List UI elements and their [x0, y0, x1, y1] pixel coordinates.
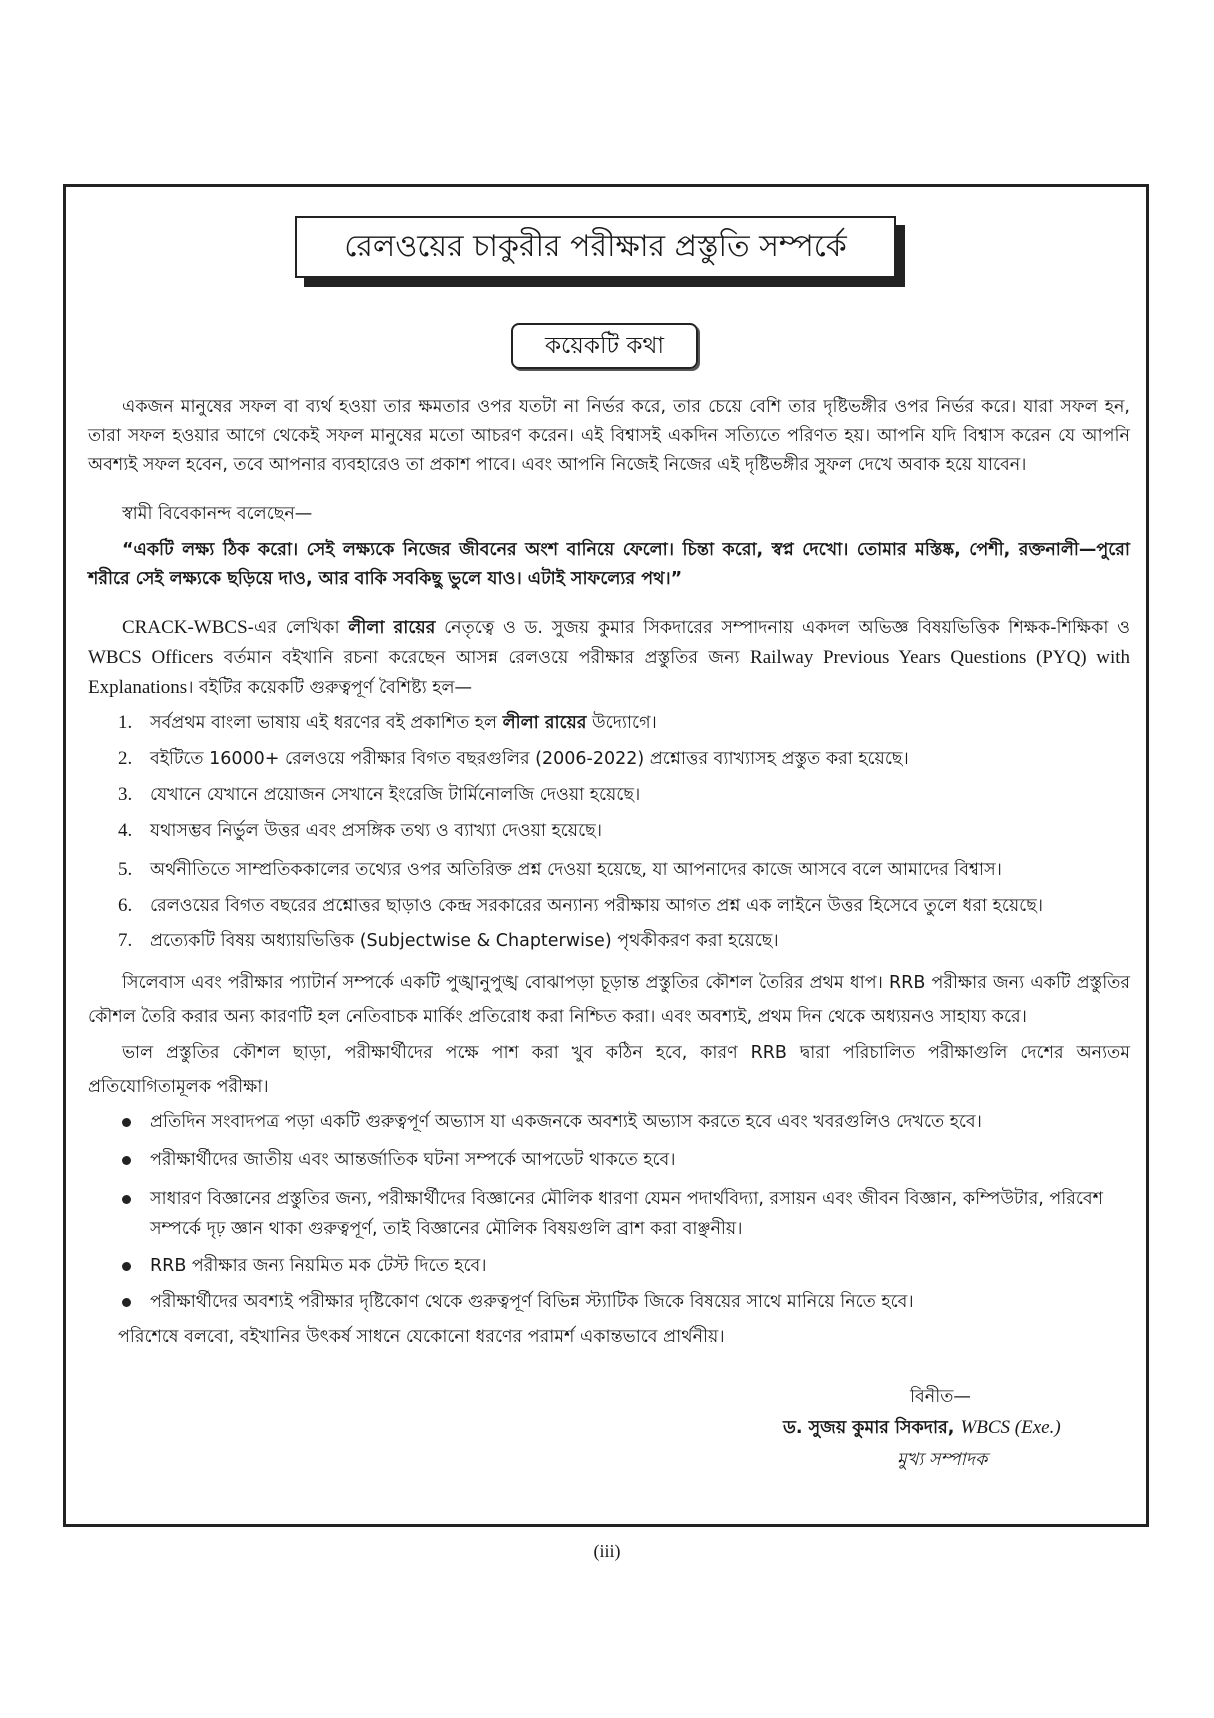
page-title: রেলওয়ের চাকুরীর পরীক্ষার প্রস্তুতি সম্পর্কে: [295, 216, 896, 278]
tip-text: পরীক্ষার্থীদের অবশ্যই পরীক্ষার দৃষ্টিকোণ থেকে গুরুত্বপূর্ণ বিভিন্ন স্ট্যাটিক জিকে বিষয়ের সাথে মানিয়ে নিতে হবে।: [150, 1292, 914, 1312]
about-p7: । বইটির কয়েকটি গুরুত্বপূর্ণ বৈশিষ্ট্য হল—: [187, 678, 472, 698]
feature-text: রেলওয়ের বিগত বছরের প্রশ্নোত্তর ছাড়াও কেন্দ্র সরকারের অন্যান্য পরীক্ষায় আগত প্রশ্ন এক লাইনে উত্তর হিসেবে তুলে ধরা হয়েছে।: [150, 896, 1044, 916]
strategy-paragraph: ভাল প্রস্তুতির কৌশল ছাড়া, পরীক্ষার্থীদের পক্ষে পাশ করা খুব কঠিন হবে, কারণ RRB দ্বারা পরিচালিত পরীক্ষাগুলি দেশের অন্যতম প্রতিযোগিতামূলক পরীক্ষা।: [88, 1043, 1130, 1097]
feature-text: যেখানে যেখানে প্রয়োজন সেখানে ইংরেজি টার্মিনোলজি দেওয়া হয়েছে।: [150, 785, 641, 805]
feature-text: প্রত্যেকটি বিষয় অধ্যায়ভিত্তিক (Subjectwise & Chapterwise) পৃথকীকরণ করা হয়েছে।: [150, 931, 779, 951]
bullet-icon: [122, 1156, 131, 1165]
about-p4: WBCS Officers: [88, 647, 214, 668]
tip-text: RRB পরীক্ষার জন্য নিয়মিত মক টেস্ট দিতে হবে।: [150, 1256, 487, 1276]
feature-item: [118, 816, 1128, 846]
bullet-icon: [122, 1298, 131, 1307]
feature-number: 1.: [118, 712, 133, 733]
feature-item: [118, 855, 1128, 885]
about-p5: বর্তমান বইখানি রচনা করেছেন আসন্ন রেলওয়ে পরীক্ষার প্রস্তুতির জন্য: [213, 648, 751, 668]
feature-text: সর্বপ্রথম বাংলা ভাষায় এই ধরণের বই প্রকাশিত হল: [150, 713, 503, 733]
tip-text: প্রতিদিন সংবাদপত্র পড়া একটি গুরুত্বপূর্ণ অভ্যাস যা একজনকে অবশ্যই অভ্যাস করতে হবে এবং খবরগুলিও দেখতে হবে।: [150, 1112, 982, 1132]
bullet-icon: [122, 1118, 131, 1127]
section-subtitle: কয়েকটি কথা: [511, 323, 698, 369]
vivekananda-quote: “একটি লক্ষ্য ঠিক করো। সেই লক্ষ্যকে নিজের জীবনের অংশ বানিয়ে ফেলো। চিন্তা করো, স্বপ্ন দেখো। তোমার মস্তিষ্ক, পেশী, রক্তনালী—পুরো শরীরে সেই লক্ষ্যকে ছড়িয়ে দাও, আর বাকি সবকিছু ভুলে যাও। এটাই সাফল্যের পথ।”: [88, 540, 1130, 589]
tip-item: [118, 1145, 1130, 1175]
intro-paragraph: একজন মানুষের সফল বা ব্যর্থ হওয়া তার ক্ষমতার ওপর যতটা না নির্ভর করে, তার চেয়ে বেশি তার দৃষ্টিভঙ্গীর ওপর নির্ভর করে। যারা সফল হন, তারা সফল হওয়ার আগে থেকেই সফল মানুষের মতো আচরণ করেন। এই বিশ্বাসই একদিন সত্যিতে পরিণত হয়। আপনি যদি বিশ্বাস করেন যে আপনি অবশ্যই সফল হবেন, তবে আপনার ব্যবহারেও তা প্রকাশ পাবে। এবং আপনি নিজেই নিজের এই দৃষ্টিভঙ্গীর সুফল দেখে অবাক হয়ে যাবেন।: [88, 397, 1130, 475]
feature-item: [118, 780, 1128, 810]
feature-number: 2.: [118, 748, 133, 769]
feature-item: [118, 708, 1128, 738]
tip-text: সাধারণ বিজ্ঞানের প্রস্তুতির জন্য, পরীক্ষার্থীদের বিজ্ঞানের মৌলিক ধারণা যেমন পদার্থবিদ্যা, রসায়ন এবং জীবন বিজ্ঞান, কম্পিউটার, পরিবেশ সম্পর্কে দৃঢ় জ্ঞান থাকা গুরুত্বপূর্ণ, তাই বিজ্ঞানের মৌলিক বিষয়গুলি ব্রাশ করা বাঞ্ছনীয়।: [150, 1189, 1103, 1239]
about-p3: নেতৃত্বে ও ড. সুজয় কুমার সিকদারের সম্পাদনায় একদল অভিজ্ঞ বিষয়ভিত্তিক শিক্ষক-শিক্ষিকা ও: [435, 618, 1130, 638]
feature-number: 6.: [118, 895, 133, 916]
tip-text: পরীক্ষার্থীদের জাতীয় এবং আন্তর্জাতিক ঘটনা সম্পর্কে আপডেট থাকতে হবে।: [150, 1150, 676, 1170]
feature-text: বইটিতে 16000+ রেলওয়ে পরীক্ষার বিগত বছরগুলির (2006-2022) প্রশ্নোত্তর ব্যাখ্যাসহ প্রস্তুত করা হয়েছে।: [150, 749, 909, 769]
feature-text-after: উদ্যোগে।: [586, 713, 657, 733]
feature-item: [118, 891, 1128, 921]
feature-item: [118, 926, 1128, 956]
tip-item: [118, 1251, 1130, 1281]
bullet-icon: [122, 1262, 131, 1271]
closing-paragraph: পরিশেষে বলবো, বইখানির উৎকর্ষ সাধনে যেকোনো ধরণের পরামর্শ একান্তভাবে প্রার্থনীয়।: [118, 1327, 725, 1347]
about-paragraph: [88, 613, 1130, 703]
signature-name: ড. সুজয় কুমার সিকদার,: [783, 1418, 955, 1438]
feature-item: [118, 744, 1128, 774]
quote-attribution: স্বামী বিবেকানন্দ বলেছেন—: [122, 504, 313, 524]
feature-number: 7.: [118, 930, 133, 951]
signature-regards: বিনীত—: [910, 1387, 971, 1407]
page-number: (iii): [593, 1541, 621, 1561]
tip-item: [118, 1287, 1130, 1317]
feature-number: 3.: [118, 784, 133, 805]
tip-item: [118, 1107, 1130, 1137]
feature-number: 4.: [118, 820, 133, 841]
signature-credential: WBCS (Exe.): [960, 1417, 1061, 1438]
feature-text: অর্থনীতিতে সাম্প্রতিককালের তথ্যের ওপর অতিরিক্ত প্রশ্ন দেওয়া হয়েছে, যা আপনাদের কাজে আসবে বলে আমাদের বিশ্বাস।: [150, 860, 1002, 880]
about-p2: -এর লেখিকা: [247, 618, 349, 638]
tip-item: [118, 1184, 1130, 1244]
bullet-icon: [122, 1195, 131, 1204]
feature-bold: লীলা রায়ের: [502, 713, 587, 733]
signature-name-line: [783, 1415, 1061, 1444]
feature-number: 5.: [118, 859, 133, 880]
about-p6: Railway Previous Years Questions (PYQ) with Explanations: [88, 647, 1130, 698]
feature-text: যথাসম্ভব নির্ভুল উত্তর এবং প্রসঙ্গিক তথ্য ও ব্যাখ্যা দেওয়া হয়েছে।: [150, 821, 602, 841]
about-p1: CRACK-WBCS: [122, 617, 248, 638]
author-name: লীলা রায়ের: [348, 618, 436, 638]
syllabus-paragraph: সিলেবাস এবং পরীক্ষার প্যাটার্ন সম্পর্কে একটি পুঙ্খানুপুঙ্খ বোঝাপড়া চূড়ান্ত প্রস্তুতির কৌশল তৈরির প্রথম ধাপ। RRB পরীক্ষার জন্য একটি প্রস্তুতির কৌশল তৈরি করার অন্য কারণটি হল নেতিবাচক মার্কিং প্রতিরোধ করা নিশ্চিত করা। এবং অবশ্যই, প্রথম দিন থেকে অধ্যয়নও সাহায্য করে।: [88, 973, 1130, 1027]
signature-role: মুখ্য সম্পাদক: [897, 1450, 988, 1470]
